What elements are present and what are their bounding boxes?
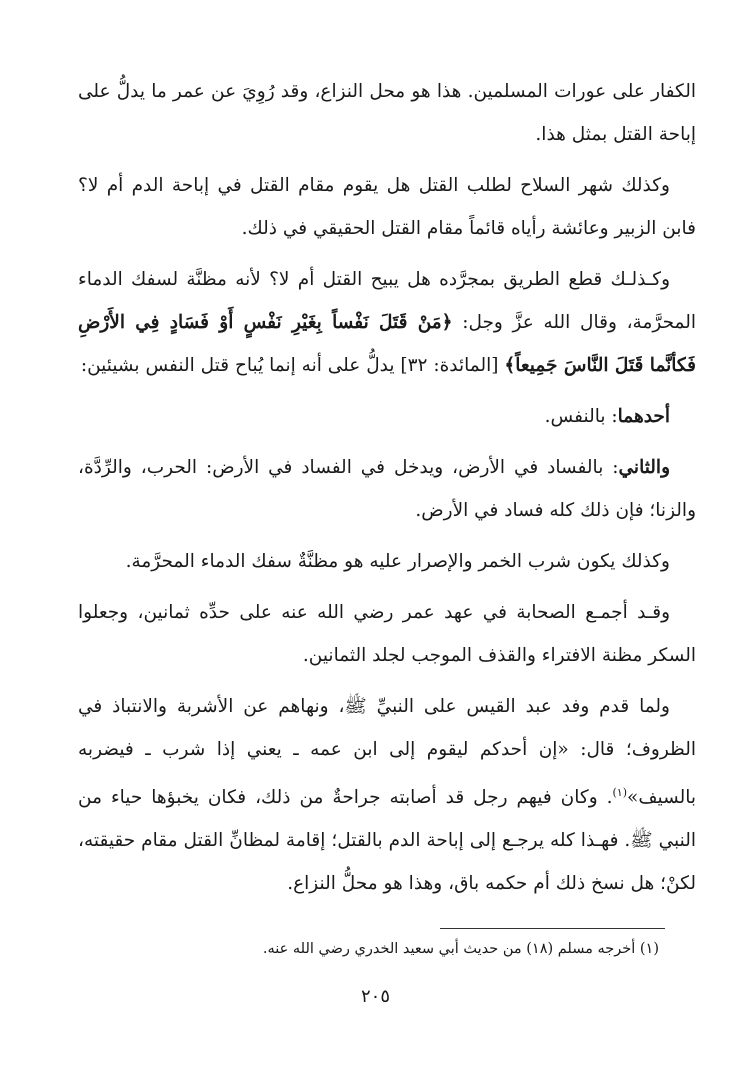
- paragraph-6: وكذلك يكون شرب الخمر والإصرار عليه هو مظنَّةٌ سفك الدماء المحرَّمة.: [125, 551, 670, 572]
- paragraph-2: وكذلك شهر السلاح لطلب القتل هل يقوم مقام القتل في إباحة الدم أم لا؟ فابن الزبير وعائشة رأياه قائماً مقام القتل الحقيقي في ذلك.: [78, 175, 696, 239]
- term-second: والثاني: [618, 457, 670, 478]
- paragraph-5: والثاني: بالفساد في الأرض، ويدخل في الفساد في الأرض: الحرب، والرِّدَّة، والزنا؛ فإن ذلك كله فساد في الأرض.: [78, 457, 696, 521]
- page-body: [78, 70, 696, 913]
- paragraph-7: وقـد أجمـع الصحابة في عهد عمر رضي الله عنه على حدِّه ثمانين، وجعلوا السكر مظنة الافتراء والقذف الموجب لجلد الثمانين.: [78, 602, 696, 666]
- footnote-ref[interactable]: (١): [612, 786, 628, 799]
- paragraph-8: ولما قدم وفد عبد القيس على النبيِّ ﷺ، ونهاهم عن الأشربة والانتباذ في الظروف؛ قال: «إن أحدكم ليقوم إلى ابن عمه ـ يعني إذا شرب ـ فيضربه بالسيف»$^{(١)}$. وكان فيهم رجل قد أصابته جراحةٌ من ذلك، فكان يخبؤها حياء من النبي ﷺ. فهـذا كله يرجـع إلى إباحة الدم بالقتل؛ إقامة لمظانِّ القتل مقام حقيقته، لكنْ؛ هل نسخ ذلك أم حكمه باق، وهذا هو محلُّ النزاع.: [78, 696, 696, 895]
- quran-verse: ﴿مَنْ قَتَلَ نَفْساً بِغَيْرِ نَفْسٍ أَوْ فَسَادٍ فِي الأَرْضِ فَكأنَّما قَتَلَ النَّاسَ جَمِيعاً﴾: [78, 312, 696, 376]
- paragraph-4: أحدهما: بالنفس.: [544, 406, 670, 427]
- footnote: (١) أخرجه مسلم (١٨) من حديث أبي سعيد الخدري رضي الله عنه.: [262, 941, 659, 957]
- paragraph-3: وكـذلـك قطع الطريق بمجرَّده هل يبيح القتل أم لا؟ لأنه مظنَّة لسفك الدماء المحرَّمة، وقال الله عزَّ وجل: ﴿مَنْ قَتَلَ نَفْساً بِغَيْرِ نَفْسٍ أَوْ فَسَادٍ فِي الأَرْضِ فَكأنَّما قَتَلَ النَّاسَ جَمِيعاً﴾ [المائدة: ٣٢] يدلُّ على أنه إنما يُباح قتل النفس بشيئين:: [78, 269, 696, 376]
- paragraph-1: الكفار على عورات المسلمين. هذا هو محل النزاع، وقد رُوِيَ عن عمر ما يدلُّ على إباحة القتل بمثل هذا.: [78, 81, 696, 145]
- term-first: أحدهما: [617, 406, 670, 427]
- page-number: ٢٠٥: [360, 986, 390, 1007]
- footnote-divider: [440, 928, 665, 929]
